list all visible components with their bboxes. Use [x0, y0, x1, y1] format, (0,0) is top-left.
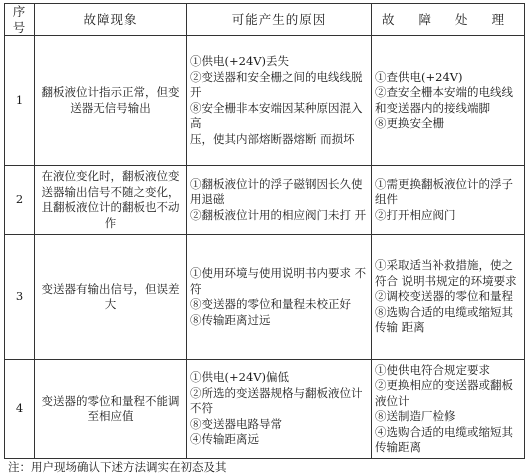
cause-item: ②变送器和安全栅之间的电线线脱开: [190, 69, 363, 99]
handling-item: ①采取适当补救措施，使之符合 说明书规定的环境要求: [375, 258, 517, 288]
cause-item: ⑧传输距离过远: [190, 312, 271, 327]
possible-causes: [187, 360, 372, 459]
table-row: [5, 360, 525, 459]
handling-item: ⑧更换安全栅: [375, 116, 444, 130]
cause-item: ①翻板液位计的浮子磁钢因长久使用退磁: [190, 176, 363, 207]
footnote: 注：用户现场确认下述方法调实在初态及其: [8, 460, 227, 474]
table-row: [5, 166, 525, 235]
handling-item: ②查安全栅本安端的电线线和变送器内的接线端脚: [375, 85, 513, 115]
row-number: 3: [5, 235, 35, 360]
fault-handling: [372, 166, 525, 235]
possible-causes: [187, 36, 372, 166]
header-handling: 故 障 处 理: [372, 4, 525, 36]
row-number: 1: [5, 36, 35, 166]
fault-table: [4, 3, 525, 459]
header-row: [5, 4, 525, 36]
cause-item: 压，使其内部熔断器熔断 而损坏: [190, 131, 355, 146]
cause-item: ②翻板液位计用的相应阀门未打 开: [190, 207, 367, 222]
fault-phenomenon: 变送器的零位和量程不能调至相应值: [35, 360, 187, 459]
handling-item: ⑧选购合适的电缆或缩短其传输 距离: [375, 304, 513, 335]
handling-item: ①使供电符合规定要求: [375, 362, 490, 377]
table-row: [5, 235, 525, 360]
fault-handling: [372, 36, 525, 166]
table-row: [5, 36, 525, 166]
handling-item: ①需更换翻板液位计的浮子组件: [375, 176, 513, 207]
possible-causes: [187, 166, 372, 235]
fault-table-container: [4, 3, 524, 459]
handling-item: ①查供电(+24V): [375, 69, 463, 84]
handling-item: ②打开相应阀门: [375, 207, 456, 222]
header-causes: 可能产生的原因: [187, 4, 372, 36]
cause-item: ①供电(+24V)丢失: [190, 54, 290, 68]
cause-item: ①供电(+24V)偏低: [190, 370, 290, 385]
cause-item: ⑧变送器电路导常: [190, 416, 282, 431]
row-number: 4: [5, 360, 35, 459]
fault-phenomenon: 在液位变化时，翻板液位变送器输出信号不随之变化，且翻板液位计的翻板也不动作: [35, 166, 187, 235]
cause-item: ⑧安全栅非本安端因某种原因混入高: [190, 100, 363, 130]
fault-handling: [372, 360, 525, 459]
possible-causes: [187, 235, 372, 360]
row-number: 2: [5, 166, 35, 235]
handling-item: ②调校变送器的零位和量程: [375, 289, 513, 304]
header-phenomenon: 故障现象: [35, 4, 187, 36]
handling-item: ④选购合适的电缆或缩短其传输距离: [375, 424, 513, 454]
fault-phenomenon: 翻板液位计指示正常，但变送器无信号输出: [35, 36, 187, 166]
header-num: 序号: [5, 4, 35, 36]
handling-item: ⑧送制造厂检修: [375, 409, 456, 423]
cause-item: ②所选的变送器规格与翻板液位计不符: [190, 385, 363, 416]
handling-item: ②更换相应的变送器或翻板液位计: [375, 378, 513, 408]
fault-handling: [372, 235, 525, 360]
cause-item: ⑧变送器的零位和量程未校正好: [190, 297, 351, 311]
cause-item: ①使用环境与使用说明书内要求 不符: [190, 266, 367, 296]
fault-phenomenon: 变送器有输出信号，但误差大: [35, 235, 187, 360]
cause-item: ④传输距离远: [190, 432, 259, 447]
